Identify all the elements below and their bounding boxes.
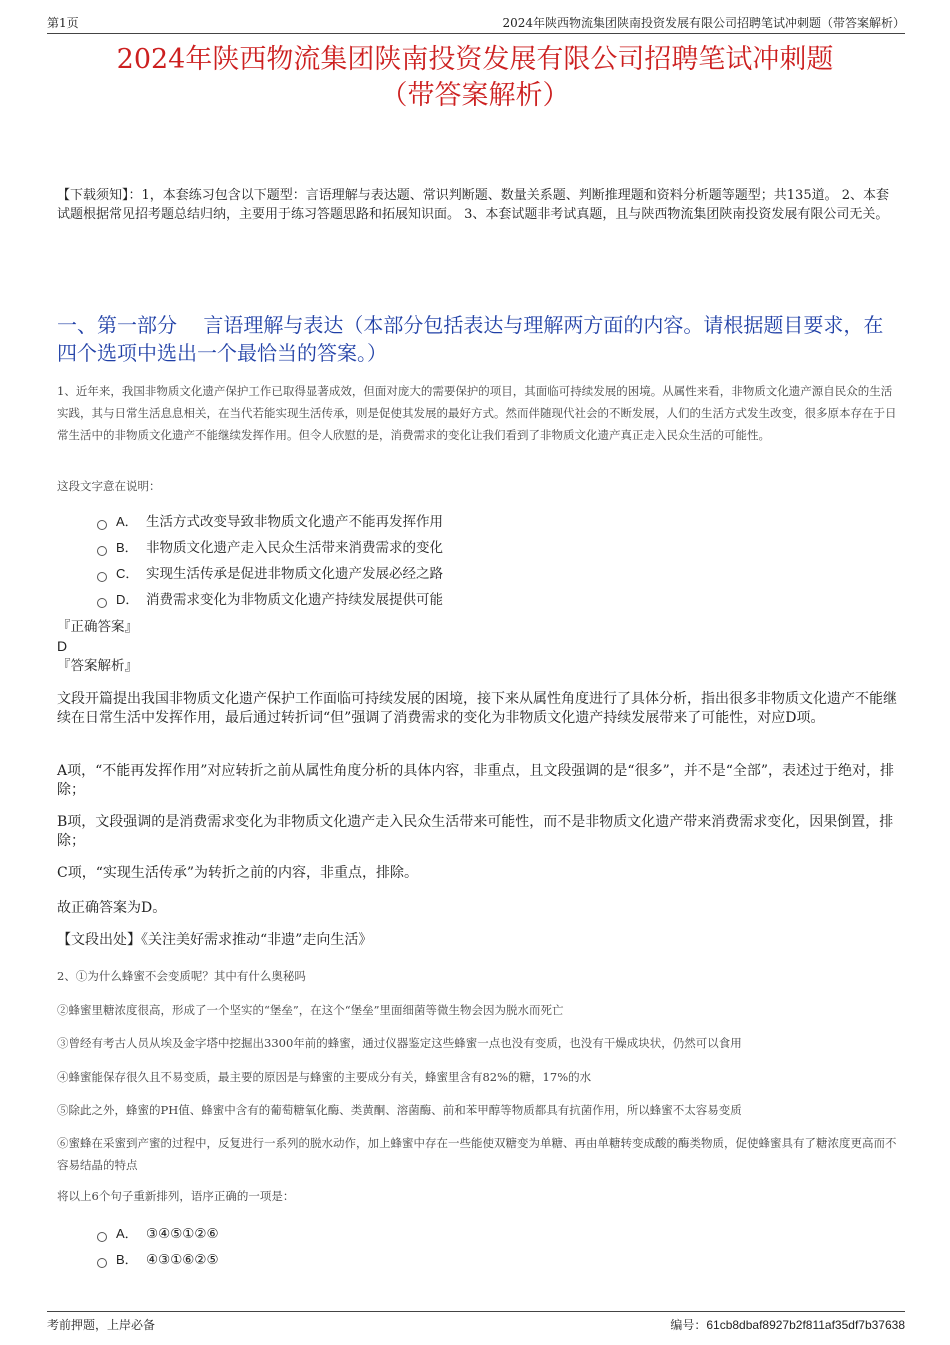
radio-icon[interactable] — [97, 572, 107, 582]
option-a[interactable]: A． ③④⑤①②⑥ — [97, 1221, 219, 1247]
download-notice: 【下载须知】：1，本套练习包含以下题型：言语理解与表达题、常识判断题、数量关系题、判断推理题和资料分析题等题型；共135道。 2、本套试题根据常见招考题总结归纳，主要用于练习答题思路和拓展知识面。 3、本套试题非考试真题，且与陕西物流集团陕南投资发展有限公司无关。 — [57, 188, 889, 222]
option-b[interactable]: B． 非物质文化遗产走入民众生活带来消费需求的变化 — [97, 535, 443, 561]
analysis-paragraph-2: A项，“不能再发挥作用”对应转折之前从属性角度分析的具体内容，非重点，且文段强调的是“很多”，并不是“全部”，表述过于绝对，排除； — [57, 763, 895, 798]
radio-icon[interactable] — [97, 1232, 107, 1242]
footer-code — [670, 1314, 905, 1336]
analysis-paragraph-1: 文段开篇提出我国非物质文化遗产保护工作面临可持续发展的困境，接下来从属性角度进行了具体分析，指出很多非物质文化遗产不能继续在日常生活中发挥作用，最后通过转折词“但”强调了消费需求的变化为非物质文化遗产持续发展带来了可能性，对应D项。 — [57, 691, 897, 726]
question-2-options — [97, 1221, 219, 1273]
footer-code-value: 61cb8dbaf8927b2f811af35df7b37638 — [706, 1318, 905, 1332]
analysis-paragraph-4: C项，“实现生活传承”为转折之前的内容，非重点，排除。 — [57, 865, 419, 881]
question-1-options — [97, 509, 443, 613]
title-line-1: 2024年陕西物流集团陕南投资发展有限公司招聘笔试冲刺题 — [116, 44, 834, 75]
question-2-sentence: 2、①为什么蜂蜜不会变质呢？其中有什么奥秘吗 — [57, 969, 306, 983]
option-d[interactable]: D． 消费需求变化为非物质文化遗产持续发展提供可能 — [97, 587, 443, 613]
radio-icon[interactable] — [97, 1258, 107, 1268]
header-doc-title: 2024年陕西物流集团陕南投资发展有限公司招聘笔试冲刺题（带答案解析） — [502, 16, 905, 30]
page-footer — [47, 1311, 905, 1334]
answer-value: D — [57, 638, 68, 654]
page-number: 第1页 — [47, 16, 79, 30]
option-c[interactable]: C． 实现生活传承是促进非物质文化遗产发展必经之路 — [97, 561, 443, 587]
radio-icon[interactable] — [97, 520, 107, 530]
analysis-label: 『答案解析』 — [57, 658, 138, 674]
title-line-2: （带答案解析） — [380, 80, 570, 111]
question-1-prompt: 这段文字意在说明： — [57, 479, 161, 493]
answer-label: 『正确答案』 — [57, 619, 138, 635]
analysis-paragraph-5: 故正确答案为D。 — [57, 900, 167, 916]
question-2-prompt: 将以上6个句子重新排列，语序正确的一项是： — [57, 1189, 295, 1203]
radio-icon[interactable] — [97, 546, 107, 556]
footer-slogan: 考前押题，上岸必备 — [47, 1318, 156, 1332]
question-2-sentence: ⑤除此之外，蜂蜜的PH值、蜂蜜中含有的葡萄糖氧化酶、类黄酮、溶菌酶、前和苯甲醇等物质都具有抗菌作用，所以蜂蜜不太容易变质 — [57, 1103, 742, 1117]
option-b[interactable]: B． ④③①⑥②⑤ — [97, 1247, 219, 1273]
question-2-sentence: ③曾经有考古人员从埃及金字塔中挖掘出3300年前的蜂蜜，通过仪器鉴定这些蜂蜜一点也没有变质，也没有干燥成块状，仍然可以食用 — [57, 1036, 742, 1050]
radio-icon[interactable] — [97, 598, 107, 608]
section-heading: 一、第一部分 言语理解与表达（本部分包括表达与理解两方面的内容。请根据题目要求，在四个选项中选出一个最恰当的答案。） — [57, 313, 884, 365]
option-a[interactable]: A． 生活方式改变导致非物质文化遗产不能再发挥作用 — [97, 509, 443, 535]
page-header — [47, 13, 905, 34]
question-2-sentence: ④蜂蜜能保存很久且不易变质，最主要的原因是与蜂蜜的主要成分有关，蜂蜜里含有82%的糖，17%的水 — [57, 1070, 592, 1084]
analysis-paragraph-3: B项，文段强调的是消费需求变化为非物质文化遗产走入民众生活带来可能性，而不是非物质文化遗产带来消费需求变化，因果倒置，排除； — [57, 814, 894, 849]
question-2-sentence: ②蜂蜜里糖浓度很高，形成了一个坚实的“堡垒”，在这个“堡垒”里面细菌等微生物会因为脱水而死亡 — [57, 1003, 564, 1017]
source-citation: 【文段出处】《关注美好需求推动“非遗”走向生活》 — [57, 932, 373, 948]
footer-code-label: 编号： — [670, 1318, 707, 1332]
document-title — [40, 42, 910, 114]
question-2-sentence: ⑥蜜蜂在采蜜到产蜜的过程中，反复进行一系列的脱水动作，加上蜂蜜中存在一些能使双糖变为单糖、再由单糖转变成酸的酶类物质，促使蜂蜜具有了糖浓度更高而不容易结晶的特点 — [57, 1136, 897, 1172]
question-1-text: 1、近年来，我国非物质文化遗产保护工作已取得显著成效，但面对庞大的需要保护的项目，其面临可持续发展的困境。从属性来看，非物质文化遗产源自民众的生活实践，其与日常生活息息相关，在当代若能实现生活传承，则是促使其发展的最好方式。然而伴随现代社会的不断发展，人们的生活方式发生改变，很多原本存在于日常生活中的非物质文化遗产不能继续发挥作用。但令人欣慰的是，消费需求的变化让我们看到了非物质文化遗产真正走入民众生活的可能性。 — [57, 384, 897, 442]
